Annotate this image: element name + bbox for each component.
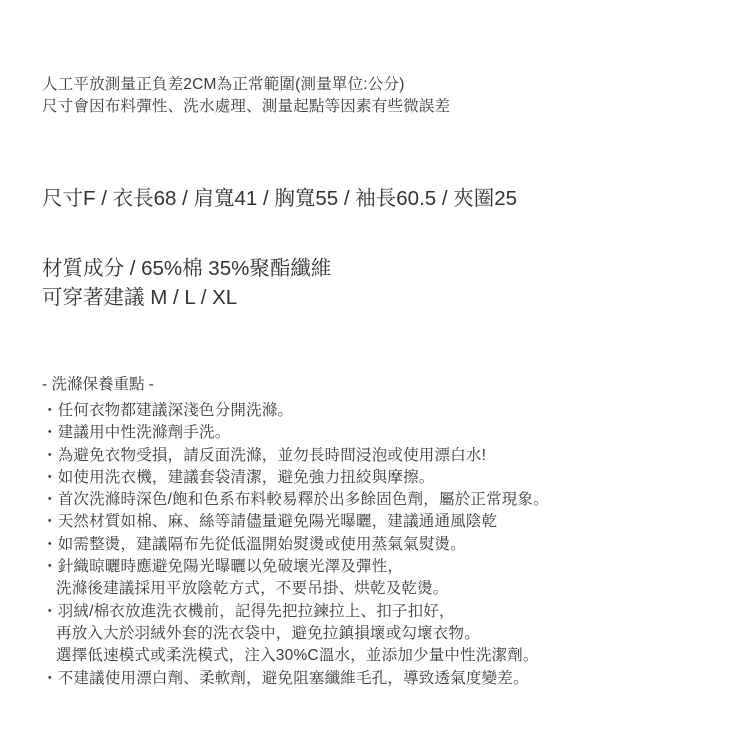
- fit-recommendation-text: 可穿著建議 M / L / XL: [42, 286, 238, 309]
- care-line: ・不建議使用漂白劑、柔軟劑，避免阻塞纖維毛孔，導致透氣度變差。: [42, 669, 529, 687]
- care-line-continuation: 洗滌後建議採用平放陰乾方式，不要吊掛、烘乾及乾燙。: [56, 580, 449, 598]
- care-line: ・為避免衣物受損，請反面洗滌，並勿長時間浸泡或使用漂白水!: [42, 446, 487, 464]
- care-line: ・首次洗滌時深色/飽和色系布料較易釋於出多餘固色劑，屬於正常現象。: [42, 491, 549, 509]
- size-spec-text: 尺寸F / 衣長68 / 肩寬41 / 胸寬55 / 袖長60.5 / 夾圈25: [42, 187, 518, 210]
- care-line-continuation: 選擇低速模式或柔洗模式，注入30%C溫水，並添加少量中性洗潔劑。: [56, 647, 539, 665]
- care-line: ・建議用中性洗滌劑手洗。: [42, 424, 231, 442]
- care-line: ・任何衣物都建議深淺色分開洗滌。: [42, 402, 294, 419]
- measurement-note-line2: 尺寸會因布料彈性、洗水處理、測量起點等因素有些微誤差: [42, 97, 451, 115]
- material-spec-text: 材質成分 / 65%棉 35%聚酯纖維: [42, 257, 332, 280]
- measurement-note: [42, 74, 720, 117]
- care-line: ・如使用洗衣機，建議套袋清潔，避免強力扭絞與摩擦。: [42, 468, 435, 486]
- care-line: ・針織晾曬時應避免陽光曝曬以免破壞光澤及彈性，: [42, 558, 404, 576]
- care-line: ・天然材質如棉、麻、絲等請儘量避免陽光曝曬，建議通通風陰乾: [42, 513, 498, 531]
- care-section-heading: - 洗滌保養重點 -: [42, 376, 154, 393]
- care-line-continuation: 再放入大於羽絨外套的洗衣袋中，避免拉鎮損壞或勾壞衣物。: [56, 624, 480, 642]
- care-line: ・羽絨/棉衣放進洗衣機前，記得先把拉鍊拉上、扣子扣好，: [42, 602, 455, 620]
- care-line: ・如需整燙，建議隔布先從低溫開始熨燙或使用蒸氣氣熨燙。: [42, 535, 466, 553]
- care-instructions-list: [42, 400, 720, 690]
- measurement-note-line1: 人工平放測量正負差2CM為正常範圍(測量單位:公分): [42, 76, 405, 93]
